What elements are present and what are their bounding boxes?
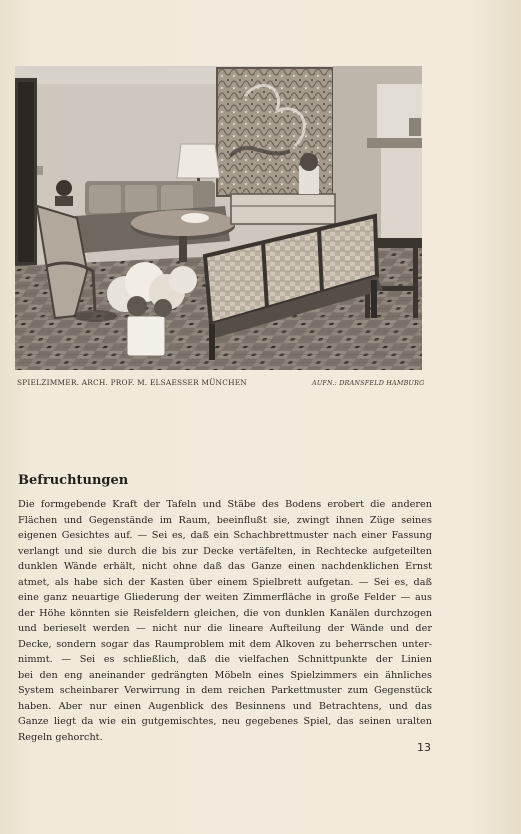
text-line: Flächen und Gegenstände im Raum, beeinflußt sie, zwingt ihnen Züge seines: [18, 514, 432, 526]
text-line: haben. Aber nur einen Augenblick des Besinnens und Betrachtens, und das: [18, 700, 432, 712]
interior-photograph: [15, 66, 422, 370]
text-line: eigenen Gesichtes auf. — Sei es, daß ein Schachbrettmuster nach einer Fassung: [18, 530, 432, 541]
text-line: verlangt und sie durch die bis zur Decke vertäfelten, in Rechtecke aufgeteilten: [18, 545, 432, 557]
article-body: [18, 497, 432, 745]
page-number: 13: [417, 741, 431, 754]
text-line: Ganze liegt da wie ein gutgemischtes, neu gegebenes Spiel, das seinen uralten: [18, 716, 432, 727]
photo-caption: SPIELZIMMER. ARCH. PROF. M. ELSAESSER MÜNCHEN: [17, 378, 247, 387]
text-line: System scheinbarer Verwirrung in dem reichen Parkettmuster zum Gegenstück: [18, 685, 432, 696]
text-line: Regeln gehorcht.: [18, 731, 103, 743]
section-heading: Befruchtungen: [18, 473, 129, 488]
text-line: bei den eng aneinander gedrängten Möbeln eines Spielzimmers ein ähnliches: [18, 669, 432, 681]
photo-credit: AUFN.: DRANSFELD HAMBURG: [312, 379, 425, 387]
text-line: der Höhe könnten sie Reisfeldern gleichen, die von dunklen Kanälen durchzogen: [18, 607, 432, 619]
text-line: eine ganz neuartige Gliederung der weiten Zimmerfläche in große Felder — aus: [18, 592, 432, 603]
text-line: Decke, sondern sogar das Raumproblem mit dem Alkoven zu beherrschen unter-: [18, 638, 432, 650]
text-line: dunklen Wände erhält, nicht ohne daß das Ganze einen nachdenklichen Ernst: [18, 561, 432, 572]
text-line: atmet, als habe sich der Kasten über einem Spielbrett aufgetan. — Sei es, daß: [18, 576, 432, 588]
text-line: und berieselt werden — nicht nur die lineare Aufteilung der Wände und der: [18, 623, 432, 634]
text-line: Die formgebende Kraft der Tafeln und Stäbe des Bodens erobert die anderen: [18, 499, 432, 510]
text-line: nimmt. — Sei es schließlich, daß die vielfachen Schnittpunkte der Linien: [18, 654, 432, 665]
